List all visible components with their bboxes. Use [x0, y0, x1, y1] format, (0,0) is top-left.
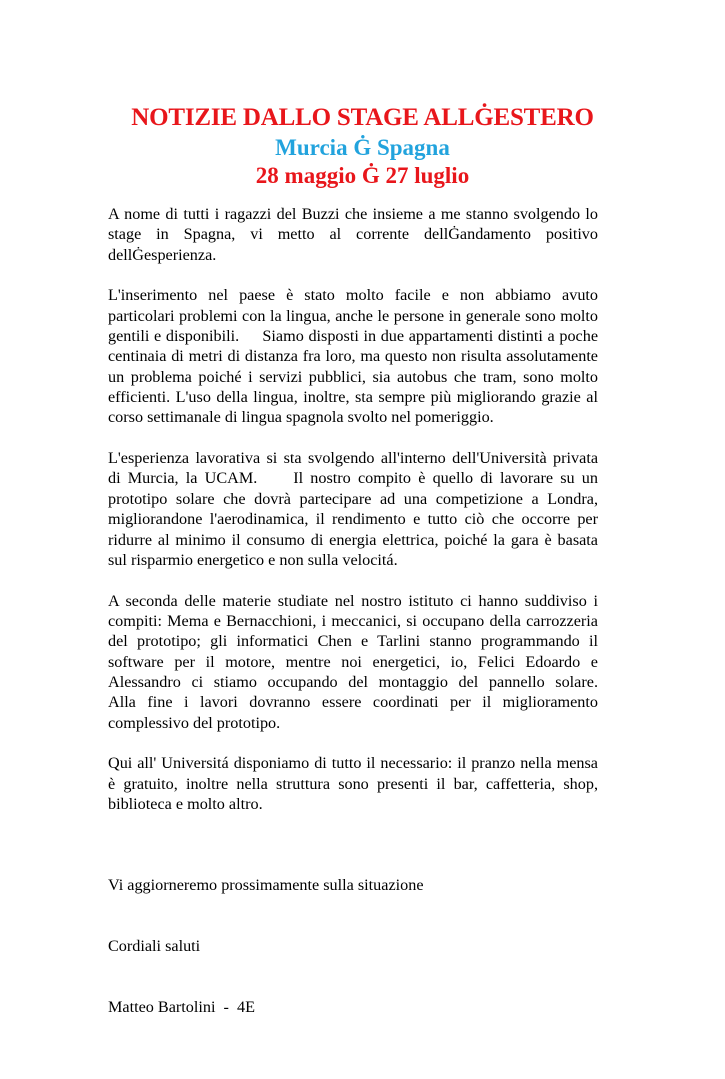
paragraph-intro: A nome di tutti i ragazzi del Buzzi che insieme a me stanno svolgendo lo stage in Spagna, vi metto al corrente dellĠandamento positivo dellĠesperienza. — [108, 205, 603, 264]
paragraph-work: L'esperienza lavorativa si sta svolgendo all'interno dell'Università privata di Murcia, la UCAM. Il nostro compito è quello di lavorare su un prototipo solare che dovrà partecipare ad una competizione a Londra, migliorandone l'aerodinamica, il rendimento e tutto ciò che occorre per ridurre al minimo il consumo di energia elettrica, poiché la gara è basata sul risparmio energetico e non sulla velocitá. — [108, 449, 603, 569]
closing-update-line: Vi aggiorneremo prossimamente sulla situazione — [108, 876, 424, 895]
paragraph-accommodation: L'inserimento nel paese è stato molto facile e non abbiamo avuto particolari problemi con la lingua, anche le persone in generale sono molto gentili e disponibili. Siamo disposti in due appartamenti distinti a poche centinaia di metri di distanza fra loro, ma questo non risulta assolutamente un problema poiché i servizi pubblici, sia autobus che tram, sono molto efficienti. L'uso della lingua, inoltre, sta sempre più migliorando grazie al corso settimanale di lingua spagnola svolto nel pomeriggio. — [108, 286, 603, 427]
closing-greeting: Cordiali saluti — [108, 937, 201, 956]
location-subtitle: Murcia Ġ Spagna — [275, 135, 450, 160]
date-range: 28 maggio Ġ 27 luglio — [255, 163, 470, 188]
article-body — [108, 204, 631, 1079]
closing-block — [108, 835, 598, 1059]
paragraph-tasks: A seconda delle materie studiate nel nostro istituto ci hanno suddiviso i compiti: Mema e Bernacchioni, i meccanici, si occupano della carrozzeria del prototipo; gli informatici Chen e Tarlini stanno programmando il software per il motore, mentre noi energetici, io, Felici Edoardo e Alessandro ci stiamo occupando del montaggio del pannello solare. Alla fine i lavori dovranno essere coordinati per il miglioramento complessivo del prototipo. — [108, 591, 631, 732]
document-title: NOTIZIE DALLO STAGE ALLĠESTERO — [131, 104, 594, 131]
paragraph-university: Qui all' Universitá disponiamo di tutto il necessario: il pranzo nella mensa è gratuito, inoltre nella struttura sono presenti il bar, caffetteria, shop, biblioteca e molto altro. — [108, 754, 603, 813]
signature: Matteo Bartolini - 4E — [108, 998, 256, 1017]
